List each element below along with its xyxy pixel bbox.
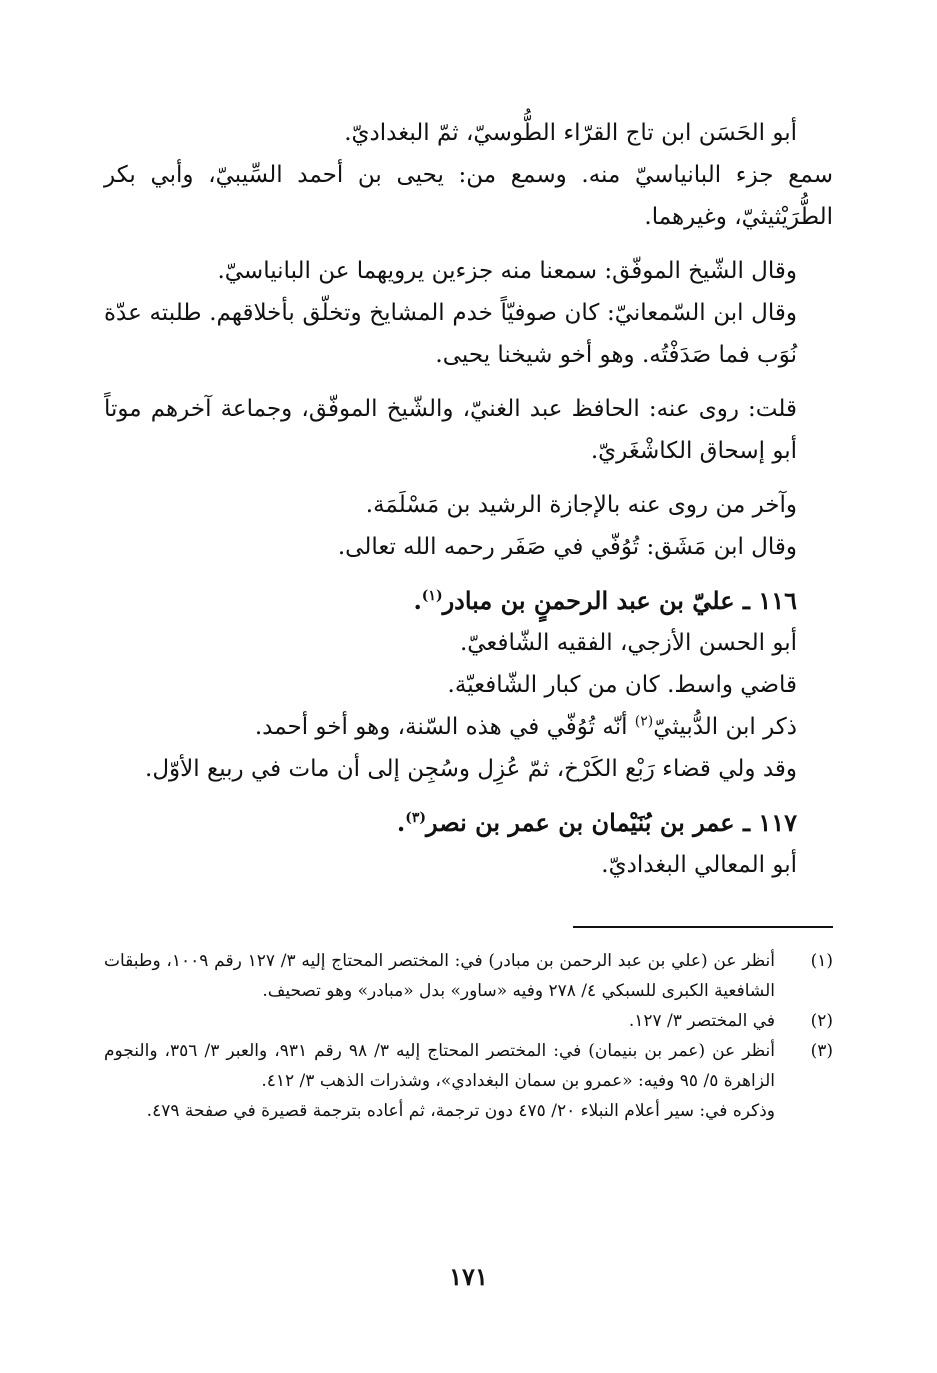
entry-title: ١١٧ ـ عمر بن بُنَيْمان بن عمر بن نصر xyxy=(426,808,797,837)
footnotes xyxy=(104,946,833,1126)
footnote-number: (٢) xyxy=(810,1011,833,1031)
paragraph: وقال ابن السّمعانيّ: كان صوفيّاً خدم المشايخ وتخلّق بأخلاقهم. طلبته عدّة نُوَب فما صَدَفْتُه. وهو أخو شيخنا يحيى. xyxy=(104,300,797,368)
footnote xyxy=(104,1006,833,1036)
footnote-text: أنظر عن (علي بن عبد الرحمن بن مبادر) في: المختصر المحتاج إليه ٣/ ١٢٧ رقم ١٠٠٩، وطبقات الشافعية الكبرى للسبكي ٤/ ٢٧٨ وفيه «ساور» بدل «مبادر» وهو تصحيف. xyxy=(104,951,775,1001)
paragraph: وآخر من روى عنه بالإجازة الرشيد بن مَسْلَمَة. xyxy=(365,492,797,518)
entry-heading-117: ١١٧ ـ عمر بن بُنَيْمان بن عمر بن نصر$^{(٣)}$. xyxy=(396,808,797,837)
page-number: ١٧١ xyxy=(449,1262,488,1291)
paragraph: قاضي واسط. كان من كبار الشّافعيّة. xyxy=(447,672,797,698)
footnote-ref: (٣) xyxy=(405,810,427,826)
entry-title: ١١٦ ـ عليّ بن عبد الرحمنٍ بن مبادر xyxy=(442,586,797,615)
footnote xyxy=(104,946,833,1006)
paragraph: أبو الحسن الأزجي، الفقيه الشّافعيّ. xyxy=(459,630,797,656)
footnote-text: في المختصر ٣/ ١٢٧. xyxy=(628,1011,775,1031)
paragraph: وقال الشّيخ الموفّق: سمعنا منه جزءين يرويهما عن البانياسيّ. xyxy=(217,258,797,284)
footnote-number: (٣) xyxy=(810,1041,833,1061)
paragraph: قلت: روى عنه: الحافظ عبد الغنيّ، والشّيخ الموفّق، وجماعة آخرهم موتاً أبو إسحاق الكاشْغَريّ. xyxy=(104,396,797,464)
paragraph: وقد ولي قضاء رَبْع الكَرْخ، ثمّ عُزِل وسُجِن إلى أن مات في ربيع الأوّل. xyxy=(145,756,797,782)
paragraph: وقال ابن مَشَق: تُوُفّي في صَفَر رحمه الله تعالى. xyxy=(337,534,797,560)
footnote-text: أنظر عن (عمر بن بنيمان) في: المختصر المحتاج إليه ٣/ ٩٨ رقم ٩٣١، والعبر ٣/ ٣٥٦، والنجوم الزاهرة ٥/ ٩٥ وفيه: «عمرو بن سمان البغدادي»، وشذرات الذهب ٣/ ٤١٢. xyxy=(104,1041,775,1091)
footnote-ref: (١) xyxy=(421,588,443,604)
paragraph: سمع جزء البانياسيّ منه. وسمع من: يحيى بن أحمد السِّيبيّ، وأبي بكر الطُّرَيْثيثيّ، وغيرهما. xyxy=(104,162,833,230)
main-text xyxy=(104,112,833,886)
footnote-text: وذكره في: سير أعلام النبلاء ٢٠/ ٤٧٥ دون ترجمة، ثم أعاده بترجمة قصيرة في صفحة ٤٧٩. xyxy=(146,1101,775,1121)
footnote xyxy=(104,1036,833,1126)
paragraph: أبو المعالي البغداديّ. xyxy=(601,852,797,878)
paragraph: ذكر ابن الدُّبيثيّ$^{(٢)}$ أنّه تُوُفّي في هذه السّنة، وهو أخو أحمد. xyxy=(254,713,797,740)
entry-heading-116: ١١٦ ـ عليّ بن عبد الرحمنٍ بن مبادر$^{(١)}$. xyxy=(413,586,797,615)
footnote-number: (١) xyxy=(810,951,833,971)
footnote-ref: (٢) xyxy=(634,713,654,730)
footnote-divider xyxy=(573,926,833,928)
paragraph: أبو الحَسَن ابن تاج القرّاء الطُّوسيّ، ثمّ البغداديّ. xyxy=(344,120,797,146)
